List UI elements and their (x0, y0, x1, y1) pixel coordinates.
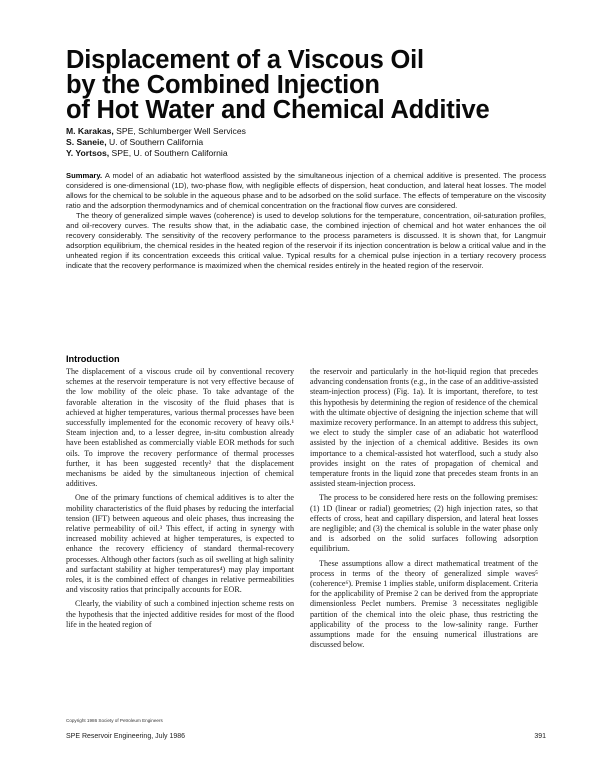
summary-paragraph (66, 171, 546, 211)
body-paragraph: One of the primary functions of chemical additives is to alter the mobility characteristics of the fluid phases by reducing the interfacial tension (IFT) between aqueous and oleic phases, thus increasing the relative permeability of oil.³ This effect, if acting in synergy with increased mobility achieved at higher temperatures, is expected to enhance the recovery efficiency of standard thermal-recovery processes. Although other factors (such as oil swelling at high salinity and surfactant stability at higher temperatures⁴) may play important roles, it is the combined effect of changes in relative permeabilities and viscosity ratios that principally accounts for EOR. (66, 493, 294, 595)
title-line-1: Displacement of a Viscous Oil (66, 46, 424, 74)
author-affiliation: SPE, Schlumberger Well Services (113, 126, 246, 136)
body-paragraph: Clearly, the viability of such a combined injection scheme rests on the hypothesis that the injected additive resides for most of the flood life in the heated region of (66, 599, 294, 629)
author-row (66, 148, 546, 159)
title-line-2: by the Combined Injection (66, 71, 380, 99)
title-line-3: of Hot Water and Chemical Additive (66, 96, 490, 124)
author-affiliation: SPE, U. of Southern California (109, 148, 228, 158)
left-column (66, 367, 294, 630)
author-name: M. Karakas, (66, 126, 114, 136)
body-paragraph: The displacement of a viscous crude oil by conventional recovery schemes at the reservoir temperature is not very effective because of the low mobility of the oleic phase. To take advantage of the favorable alteration in the viscosity of the fluid phases that is achieved at higher temperatures, various thermal processes have been successfully implemented for the economic recovery of heavy oils.¹ Steam injection and, to a lesser degree, in-situ combustion already have been established as commercially viable EOR methods for such oils. To improve the recovery performance of thermal processes further, it has been suggested recently² that the displacement mechanisms be aided by the simultaneous injection of chemical additives. (66, 367, 294, 489)
author-name: S. Saneie, (66, 137, 107, 147)
paper-title (66, 48, 546, 123)
body-paragraph: the reservoir and particularly in the hot-liquid region that precedes advancing condensation fronts (e.g., in the case of an additive-assisted steam-injection process) (Fig. 1a). It is important, therefore, to test this hypothesis by determining the region of residence of the chemical with the ultimate objective of designing the injection scheme that will maximize recovery performance. In an attempt to address this subject, we elect to study the simpler case of an adiabatic hot waterflood assisted by the injection of a chemical additive. Besides its own importance to a chemical-assisted hot waterflood, such a study also provides insight on the rates of propagation of chemical and temperature fronts in the liquid zone that precedes steam fronts in an assisted steam-injection process. (310, 367, 538, 489)
copyright-notice: Copyright 1986 Society of Petroleum Engineers (66, 718, 163, 723)
page-number: 391 (534, 733, 546, 740)
author-row (66, 137, 546, 148)
summary-paragraph: The theory of generalized simple waves (coherence) is used to develop solutions for the temperature, concentration, oil-saturation profiles, and oil-recovery curves. The results show that, in the adiabatic case, the combined injection of chemical and hot water enhances the oil recovery considerably. The sensitivity of the recovery performance to the process parameters is discussed. It is shown that, for Langmuir adsorption equilibrium, the chemical resides in the heated region of the reservoir if its injection concentration is below a critical value and in the unheated region if its concentration exceeds this critical value. Typical results for a chemical pulse injection in a tertiary recovery process indicate that the recovery performance is maximized when the chemical resides entirely in the heated region of the reservoir. (66, 211, 546, 270)
summary-abstract (66, 171, 546, 271)
summary-label: Summary. (66, 171, 103, 180)
body-paragraph: These assumptions allow a direct mathematical treatment of the process in terms of the theory of generalized simple waves⁵ (coherence⁶). Premise 1 implies stable, uniform displacement. Criteria for the applicability of Premise 2 can be derived from the appropriate dimensionless Peclet numbers. Premise 3 necessitates negligible partition of the chemical into the oleic phase, thus restricting the applicability of the process to the low-salinity range. Further assumptions made for the ensuing numerical illustrations are discussed below. (310, 558, 538, 650)
section-heading-introduction: Introduction (66, 354, 120, 364)
author-name: Y. Yortsos, (66, 148, 110, 158)
journal-footer: SPE Reservoir Engineering, July 1986 (66, 733, 186, 740)
summary-text: A model of an adiabatic hot waterflood assisted by the simultaneous injection of a chemical additive is presented. The process considered is one-dimensional (1D), two-phase flow, with negligible effects of dispersion, heat conduction, and lateral heat losses. The model allows for the chemical to be soluble in the aqueous phase and to be adsorbed on the solid surface. The effects of temperature on the viscosity ratio and the adsorption thermodynamics and of chemical concentration on the fractional flow curves are considered. (66, 171, 546, 210)
author-row (66, 126, 546, 137)
author-affiliation: U. of Southern California (106, 137, 204, 147)
author-list (66, 126, 546, 159)
right-column (310, 367, 538, 650)
body-paragraph: The process to be considered here rests on the following premises: (1) 1D (linear or radial) geometries; (2) high injection rates, so that effects of cross, heat and capillary dispersion, and lateral heat losses are negligible; and (3) the chemical is soluble in the water phase only and is adsorbed on the solid surfaces following adsorption equilibrium. (310, 493, 538, 554)
